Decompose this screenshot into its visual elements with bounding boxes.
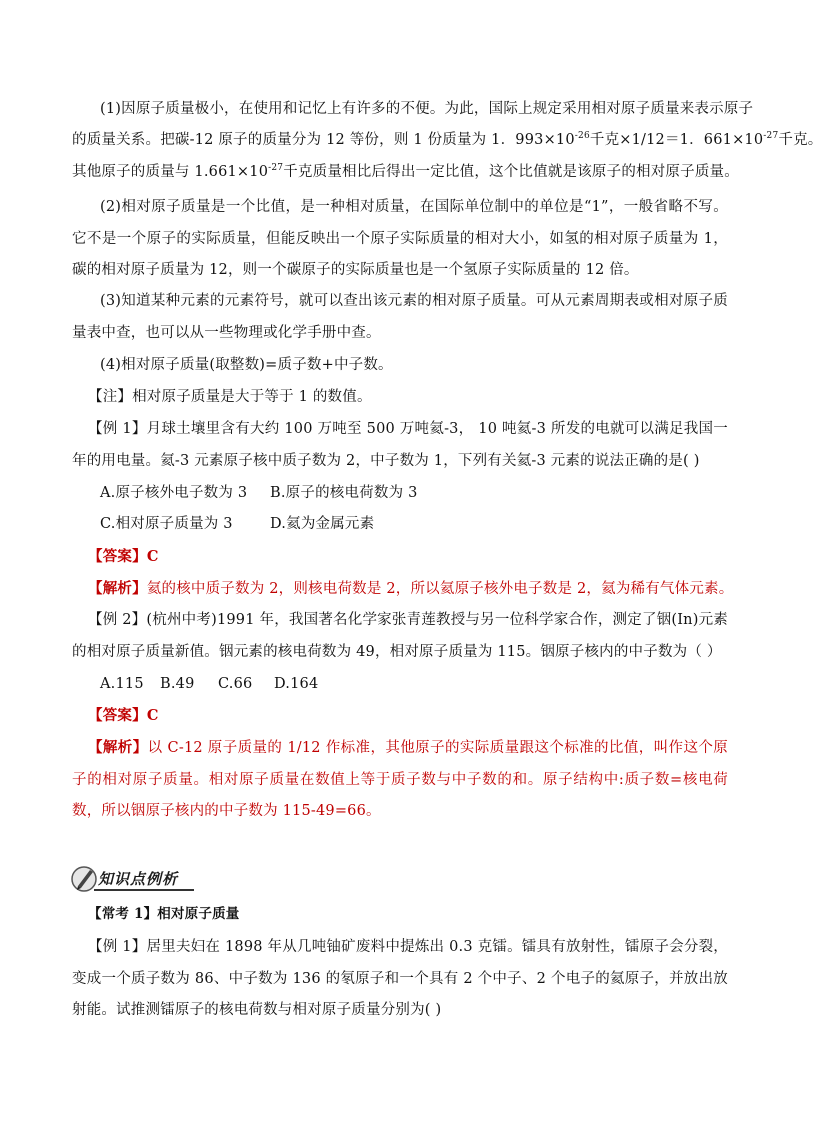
exponent: -26	[574, 131, 590, 141]
answer-tag: 【答案】	[88, 548, 147, 565]
example1-answer	[88, 541, 159, 574]
para1-text3b: 千克质量相比后得出一定比值，这个比值就是该原子的相对原子质量。	[283, 164, 739, 180]
para2: (2)相对原子质量是一个比值，是一种相对质量，在国际单位制中的单位是“1”，一般省略不写。它不是一个原子的实际质量，但能反映出一个原子实际质量的相对大小，如氢的相对原子质量为 1，碳的相对原子质量为 12，则一个碳原子的实际质量也是一个氢原子实际质量的 12 倍。	[72, 199, 728, 278]
option-b: B.原子的核电荷数为 3	[270, 485, 418, 501]
analysis-tag: 【解析】	[88, 739, 148, 756]
analysis-text: 氦的核中质子数为 2，则核电荷数是 2，所以氦原子核外电子数是 2，氦为稀有气体元素。	[146, 581, 734, 597]
answer-value: C	[146, 548, 159, 565]
para1-text2b: 千克×1/12＝1．661×10	[589, 132, 764, 148]
para1-text1: (1)因原子质量极小，在使用和记忆上有许多的不便。为此，国际上规定采用相对原子质量来表示原子	[100, 101, 754, 117]
para4: (4)相对原子质量(取整数)=质子数+中子数。	[100, 357, 393, 373]
example1-question: 【例 1】月球土壤里含有大约 100 万吨至 500 万吨氦-3， 10 吨氦-3 所发的电就可以满足我国一年的用电量。氦-3 元素原子核中质子数为 2，中子数为 1，下列有关氦-3 元素的说法正确的是( )	[72, 421, 728, 469]
changkao-text: 【常考 1】相对原子质量	[88, 906, 240, 922]
para1-text2a: 的质量关系。把碳-12 原子的质量分为 12 等份，则 1 份质量为 1．993×10	[72, 132, 575, 148]
example1-options-row1	[100, 478, 418, 510]
section-underline	[94, 889, 194, 891]
option-a: A.原子核外电子数为 3	[100, 485, 248, 501]
para1-text3a: 其他原子的质量与 1.661×10	[72, 164, 269, 180]
section-header	[70, 862, 200, 894]
exponent: -27	[763, 131, 779, 141]
example1-options-row2	[100, 509, 374, 541]
answer-value: C	[146, 707, 159, 724]
analysis-tag: 【解析】	[88, 580, 147, 597]
para1-line2	[72, 125, 823, 157]
example1-analysis	[88, 573, 733, 606]
changkao-heading	[88, 899, 240, 931]
option-d: D.氦为金属元素	[270, 516, 375, 532]
analysis-text: 以 C-12 原子质量的 1/12 作标准，其他原子的实际质量跟这个标准的比值，叫作这个原子的相对原子质量。相对原子质量在数值上等于质子数与中子数的和。原子结构中:质子数=核电荷数，所以铟原子核内的中子数为 115-49=66。	[72, 740, 728, 819]
example2-question: 【例 2】(杭州中考)1991 年，我国著名化学家张青莲教授与另一位科学家合作，测定了铟(In)元素的相对原子质量新值。铟元素的核电荷数为 49，相对原子质量为 115。铟原子核内的中子数为（ ）	[72, 612, 728, 660]
answer-tag: 【答案】	[88, 707, 147, 724]
example3-question: 【例 1】居里夫妇在 1898 年从几吨铀矿废料中提炼出 0.3 克镭。镭具有放射性，镭原子会分裂，变成一个质子数为 86、中子数为 136 的氡原子和一个具有 2 个中子、2 个电子的氦原子，并放出放射能。试推测镭原子的核电荷数与相对原子质量分别为( )	[72, 939, 728, 1018]
option-c: C.66	[218, 676, 253, 692]
option-a: A.115	[100, 676, 144, 692]
example2-options	[100, 669, 318, 701]
para1-text2c: 千克。	[778, 132, 823, 148]
para3: (3)知道某种元素的元素符号，就可以查出该元素的相对原子质量。可从元素周期表或相对原子质量表中查，也可以从一些物理或化学手册中查。	[72, 293, 728, 341]
example2-analysis	[72, 732, 728, 828]
exponent: -27	[268, 163, 284, 173]
option-c: C.相对原子质量为 3	[100, 516, 233, 532]
option-b: B.49	[160, 676, 195, 692]
para1-line1	[100, 94, 753, 126]
section-title: 知识点例析	[98, 870, 179, 888]
example2-answer	[88, 700, 159, 733]
note: 【注】相对原子质量是大于等于 1 的数值。	[88, 389, 372, 405]
option-d: D.164	[274, 676, 319, 692]
para1-line3	[72, 157, 739, 189]
